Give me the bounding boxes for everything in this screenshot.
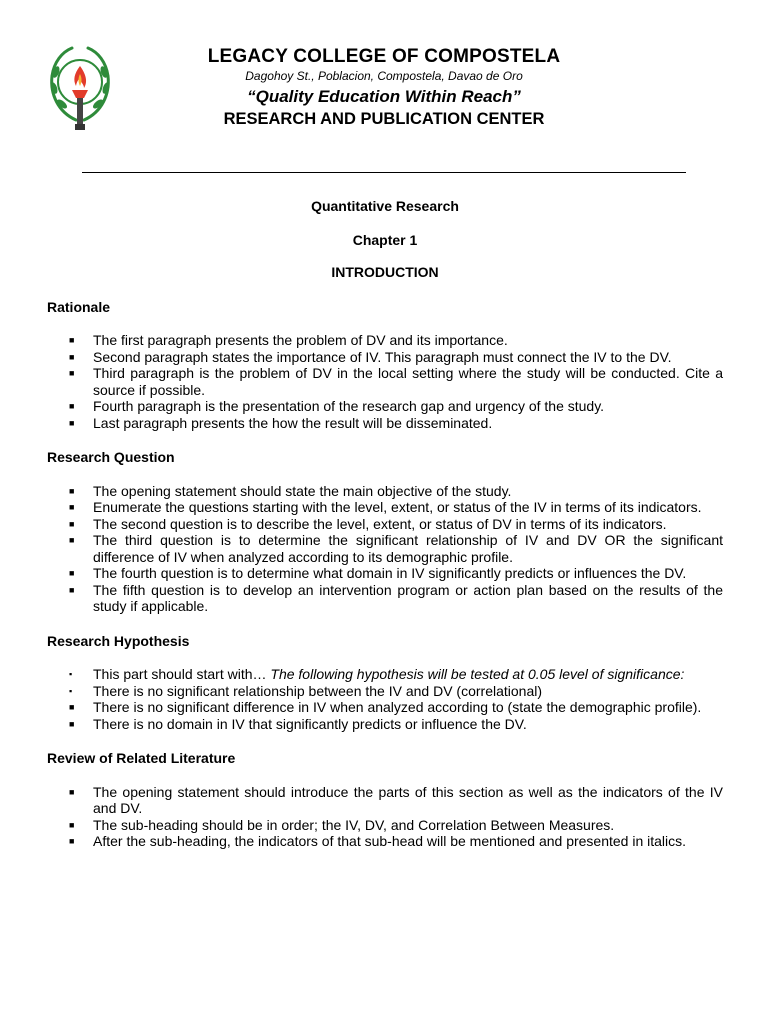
list-item: ■ The opening statement should introduce the parts of this section as well as the indicators of the IV and DV. xyxy=(69,783,723,816)
college-name: LEGACY COLLEGE OF COMPOSTELA xyxy=(207,46,561,67)
college-address: Dagohoy St., Poblacion, Compostela, Davao de Oro xyxy=(245,69,523,83)
bullet-icon: ■ xyxy=(69,568,75,578)
bullet-icon: ■ xyxy=(69,702,75,712)
list-item: ■ There is no domain in IV that significantly predicts or influence the DV. xyxy=(69,715,527,732)
list-item: ■ After the sub-heading, the indicators of that sub-head will be mentioned and presented in italics. xyxy=(69,833,687,849)
letterhead xyxy=(0,0,768,180)
bullet-icon: ■ xyxy=(69,485,75,496)
research-question-list xyxy=(47,483,723,615)
bullet-icon: ■ xyxy=(69,351,75,362)
research-hypothesis-list xyxy=(47,666,723,732)
bullet-icon: ■ xyxy=(69,836,75,846)
research-question-heading: Research Question xyxy=(47,449,175,465)
literature-review-heading: Review of Related Literature xyxy=(47,750,236,766)
literature-review-list xyxy=(47,784,723,850)
research-hypothesis-heading: Research Hypothesis xyxy=(47,632,190,649)
list-item: ■ The fourth question is to determine what domain in IV significantly predicts or influences the DV. xyxy=(69,565,687,581)
list-item: ■ Third paragraph is the problem of DV in the local setting where the study will be conducted. Cite a source if possible. xyxy=(69,365,723,398)
college-motto: “Quality Education Within Reach” xyxy=(247,87,521,106)
list-item: ■ Fourth paragraph is the presentation of the research gap and urgency of the study. xyxy=(69,398,605,414)
list-item: ■ The sub-heading should be in order; the IV, DV, and Correlation Between Measures. xyxy=(69,816,615,833)
list-item: ▪ There is no significant relationship between the IV and DV (correlational) xyxy=(69,682,543,699)
bullet-icon: ■ xyxy=(69,819,75,830)
bullet-icon: ▪ xyxy=(69,669,73,679)
list-item: ■ Second paragraph states the importance of IV. This paragraph must connect the IV to the DV. xyxy=(69,348,672,365)
list-item: ■ The opening statement should state the main objective of the study. xyxy=(69,482,512,499)
document-type-title: Quantitative Research xyxy=(311,198,459,214)
list-item: ■ The fifth question is to develop an intervention program or action plan based on the results of the study if applicable. xyxy=(69,581,723,614)
document-body xyxy=(47,198,723,850)
list-item: ■ Last paragraph presents the how the result will be disseminated. xyxy=(69,414,493,431)
bullet-icon: ■ xyxy=(69,718,75,729)
list-item: ■ The first paragraph presents the problem of DV and its importance. xyxy=(69,332,508,348)
list-item: ■ Enumerate the questions starting with the level, extent, or status of the IV in terms of its indicators. xyxy=(69,499,702,515)
bullet-icon: ■ xyxy=(69,335,75,345)
list-item: ■ The second question is to describe the level, extent, or status of DV in terms of its indicators. xyxy=(69,515,667,532)
rationale-heading: Rationale xyxy=(47,298,111,315)
college-seal-logo xyxy=(46,42,114,138)
bullet-icon: ■ xyxy=(69,417,75,428)
bullet-icon: ■ xyxy=(69,584,75,595)
center-name: RESEARCH AND PUBLICATION CENTER xyxy=(223,110,545,128)
list-item: ■ The third question is to determine the significant relationship of IV and DV OR the significant difference of IV when analyzed according to its demographic profile. xyxy=(69,532,723,565)
bullet-icon: ■ xyxy=(69,502,75,512)
bullet-icon: ▪ xyxy=(69,685,73,696)
list-item: ■ There is no significant difference in IV when analyzed according to (state the demographic profile). xyxy=(69,699,702,715)
rationale-list xyxy=(47,332,723,431)
header-divider xyxy=(82,172,686,173)
bullet-icon: ■ xyxy=(69,401,75,411)
bullet-icon: ■ xyxy=(69,786,75,797)
section-title: INTRODUCTION xyxy=(331,264,439,280)
bullet-icon: ■ xyxy=(69,368,75,378)
bullet-icon: ■ xyxy=(69,518,75,529)
chapter-title: Chapter 1 xyxy=(352,231,418,248)
list-item: ▪ This part should start with… The following hypothesis will be tested at 0.05 level of significance: xyxy=(69,666,685,682)
bullet-icon: ■ xyxy=(69,535,75,545)
